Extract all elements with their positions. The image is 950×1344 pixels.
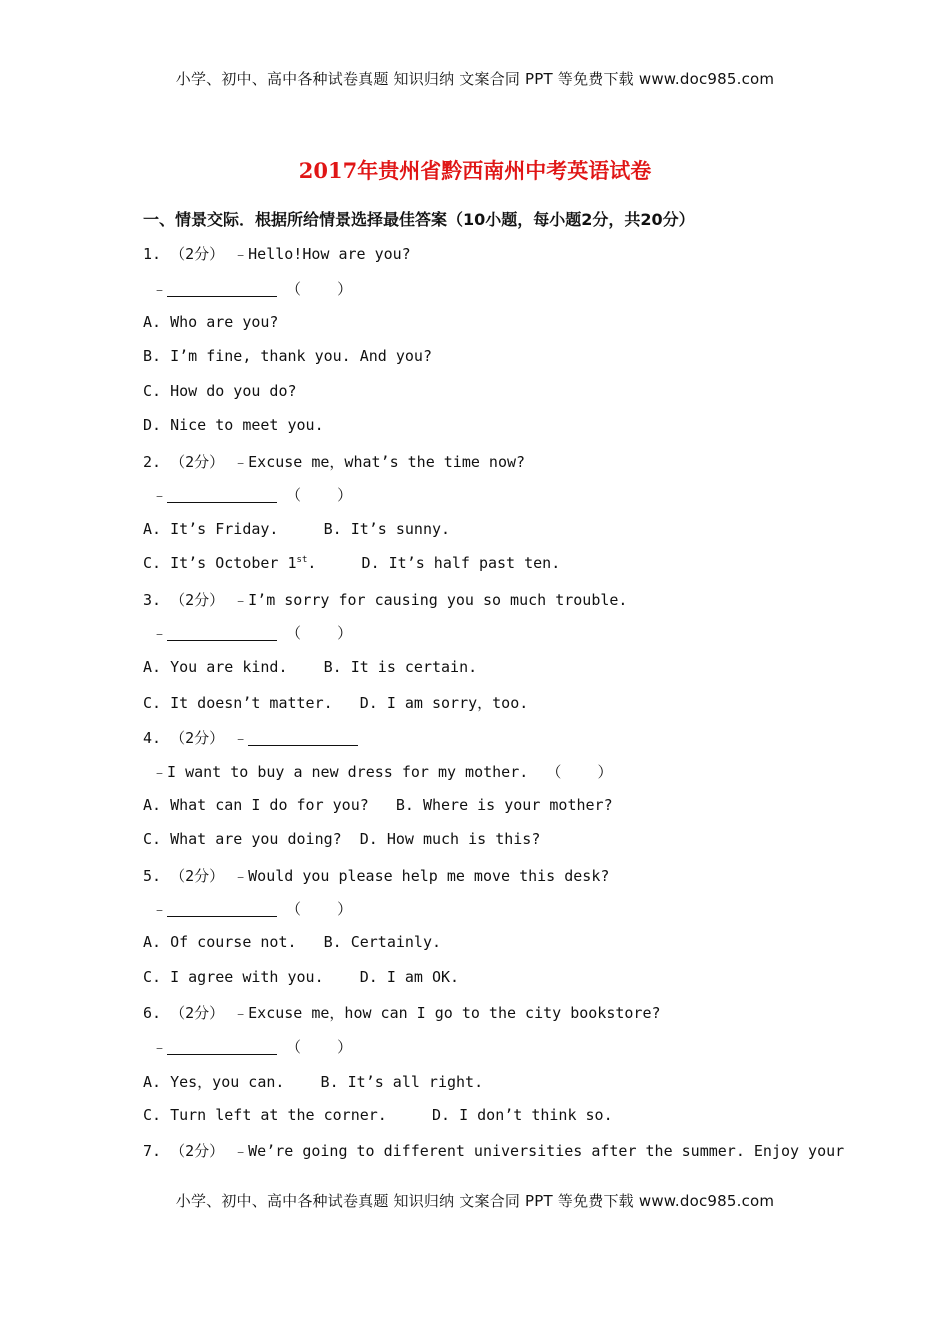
section-heading: 一、情景交际．根据所给情景选择最佳答案（10小题，每小题2分，共20分） bbox=[143, 210, 695, 229]
answer-parens: （ ） bbox=[277, 900, 353, 918]
q6-options-ab: A. Yes，you can. B. It’s all right. bbox=[143, 1073, 484, 1091]
answer-blank bbox=[167, 1039, 277, 1055]
answer-parens: （ ） bbox=[277, 280, 353, 298]
q1-option-b: B. I’m fine, thank you. And you? bbox=[143, 347, 432, 365]
q7-stem: 7. （2分） ﹣We’re going to different universities after the summer. Enjoy your bbox=[143, 1142, 845, 1160]
answer-blank bbox=[167, 281, 277, 297]
q5-options-ab: A. Of course not. B. Certainly. bbox=[143, 933, 442, 951]
answer-blank bbox=[167, 487, 277, 503]
q2-stem: 2. （2分） ﹣Excuse me，what’s the time now? bbox=[143, 453, 526, 471]
page-footer: 小学、初中、高中各种试卷真题 知识归纳 文案合同 PPT 等免费下载 www.doc985.com bbox=[175, 1192, 775, 1210]
q6-stem: 6. （2分） ﹣Excuse me，how can I go to the city bookstore? bbox=[143, 1004, 661, 1022]
q2-answer-line bbox=[143, 484, 352, 505]
q5-answer-line bbox=[143, 898, 352, 919]
q1-option-c: C. How do you do? bbox=[143, 382, 297, 400]
q3-stem: 3. （2分） ﹣I’m sorry for causing you so much trouble. bbox=[143, 591, 628, 609]
q1-stem: 1. （2分） ﹣Hello!How are you? bbox=[143, 245, 411, 263]
answer-blank bbox=[167, 901, 277, 917]
answer-parens: （ ） bbox=[277, 1038, 353, 1056]
q3-answer-line bbox=[143, 622, 352, 643]
q2-options-ab: A. It’s Friday. B. It’s sunny. bbox=[143, 520, 451, 538]
q6-options-cd: C. Turn left at the corner. D. I don’t think so. bbox=[143, 1106, 613, 1124]
q1-option-d: D. Nice to meet you. bbox=[143, 416, 324, 434]
answer-parens: （ ） bbox=[277, 486, 353, 504]
q2-option-c-text: C. It’s October 1 bbox=[143, 554, 297, 572]
q3-options-ab: A. You are kind. B. It is certain. bbox=[143, 658, 478, 676]
q2-option-d-text: . D. It’s half past ten. bbox=[307, 554, 561, 572]
exam-title: 2017年贵州省黔西南州中考英语试卷 bbox=[298, 158, 652, 183]
answer-dash: ﹣ bbox=[143, 486, 168, 504]
q4-response-line: ﹣I want to buy a new dress for my mother. （ ） bbox=[143, 763, 613, 781]
q2-option-c-sup: st bbox=[296, 555, 308, 565]
answer-dash: ﹣ bbox=[143, 624, 168, 642]
q4-stem bbox=[143, 727, 358, 748]
q4-stem-text: 4. （2分） ﹣ bbox=[143, 729, 249, 747]
q2-options-cd bbox=[143, 554, 560, 572]
q5-options-cd: C. I agree with you. D. I am OK. bbox=[143, 968, 460, 986]
page-header: 小学、初中、高中各种试卷真题 知识归纳 文案合同 PPT 等免费下载 www.doc985.com bbox=[175, 70, 775, 88]
q1-answer-line bbox=[143, 278, 352, 299]
answer-blank bbox=[248, 730, 358, 746]
answer-dash: ﹣ bbox=[143, 1038, 168, 1056]
q5-stem: 5. （2分） ﹣Would you please help me move this desk? bbox=[143, 867, 610, 885]
answer-dash: ﹣ bbox=[143, 900, 168, 918]
q4-options-ab: A. What can I do for you? B. Where is your mother? bbox=[143, 796, 613, 814]
q1-option-a: A. Who are you? bbox=[143, 313, 279, 331]
q4-options-cd: C. What are you doing? D. How much is this? bbox=[143, 830, 541, 848]
q3-options-cd: C. It doesn’t matter. D. I am sorry，too. bbox=[143, 694, 529, 712]
q6-answer-line bbox=[143, 1036, 352, 1057]
answer-blank bbox=[167, 625, 277, 641]
answer-parens: （ ） bbox=[277, 624, 353, 642]
answer-dash: ﹣ bbox=[143, 280, 168, 298]
